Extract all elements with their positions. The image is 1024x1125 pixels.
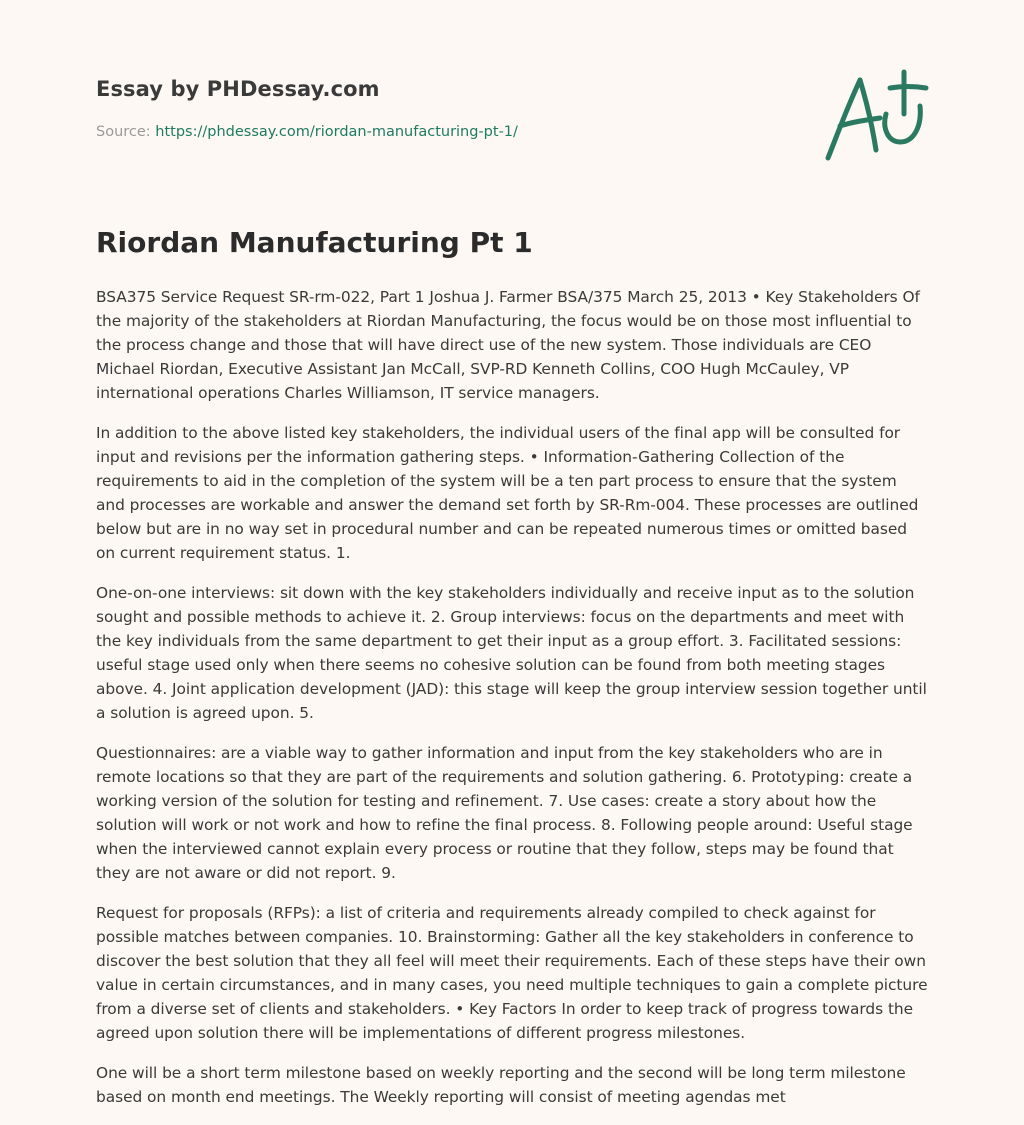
essay-paragraph: Questionnaires: are a viable way to gather information and input from the key stakeholders who are in remote locations so that they are part of the requirements and solution gathering. 6. Prototyping: create a working version of the solution for testing and refinement. 7. Use cases: create a story about how the solution will work or not work and how to refine the final process. 8. Following people around: Useful stage when the interviewed cannot explain every process or routine that they follow, steps may be found that they are not aware or did not report. 9.	[96, 744, 913, 882]
site-brand: Essay by PHDessay.com	[96, 77, 380, 101]
source-link[interactable]: https://phdessay.com/riordan-manufacturing-pt-1/	[155, 124, 518, 140]
source-line	[96, 124, 518, 140]
essay-paragraph: Request for proposals (RFPs): a list of criteria and requirements already compiled to check against for possible matches between companies. 10. Brainstorming: Gather all the key stakeholders in conference to discover the best solution that they all feel will meet their requirements. Each of these steps have their own value in certain circumstances, and in many cases, you need multiple techniques to gain a complete picture from a diverse set of clients and stakeholders. • Key Factors In order to keep track of progress towards the agreed upon solution there will be implementations of different progress milestones.	[96, 904, 928, 1042]
essay-paragraph: BSA375 Service Request SR-rm-022, Part 1 Joshua J. Farmer BSA/375 March 25, 2013 • Key Stakeholders Of the majority of the stakeholders at Riordan Manufacturing, the focus would be on those most influential to the process change and those that will have direct use of the new system. Those individuals are CEO Michael Riordan, Executive Assistant Jan McCall, SVP-RD Kenneth Collins, COO Hugh McCauley, VP international operations Charles Williamson, IT service managers.	[96, 288, 920, 402]
essay-title: Riordan Manufacturing Pt 1	[96, 226, 533, 259]
essay-paragraph: One will be a short term milestone based on weekly reporting and the second will be long term milestone based on month end meetings. The Weekly reporting will consist of meeting agendas met	[96, 1064, 906, 1106]
source-label: Source:	[96, 124, 156, 140]
page-header	[96, 0, 928, 200]
essay-body	[96, 285, 930, 1125]
essay-paragraph: In addition to the above listed key stakeholders, the individual users of the final app will be consulted for input and revisions per the information gathering steps. • Information-Gathering Collection of the requirements to aid in the completion of the system will be a ten part process to ensure that the system and processes are workable and answer the demand set forth by SR-Rm-004. These processes are outlined below but are in no way set in procedural number and can be repeated numerous times or omitted based on current requirement status. 1.	[96, 424, 919, 562]
a-plus-logo-icon	[822, 66, 934, 170]
essay-paragraph: One-on-one interviews: sit down with the key stakeholders individually and receive input as to the solution sought and possible methods to achieve it. 2. Group interviews: focus on the departments and meet with the key individuals from the same department to get their input as a group effort. 3. Facilitated sessions: useful stage used only when there seems no cohesive solution can be found from both meeting stages above. 4. Joint application development (JAD): this stage will keep the group interview session together until a solution is agreed upon. 5.	[96, 584, 927, 722]
